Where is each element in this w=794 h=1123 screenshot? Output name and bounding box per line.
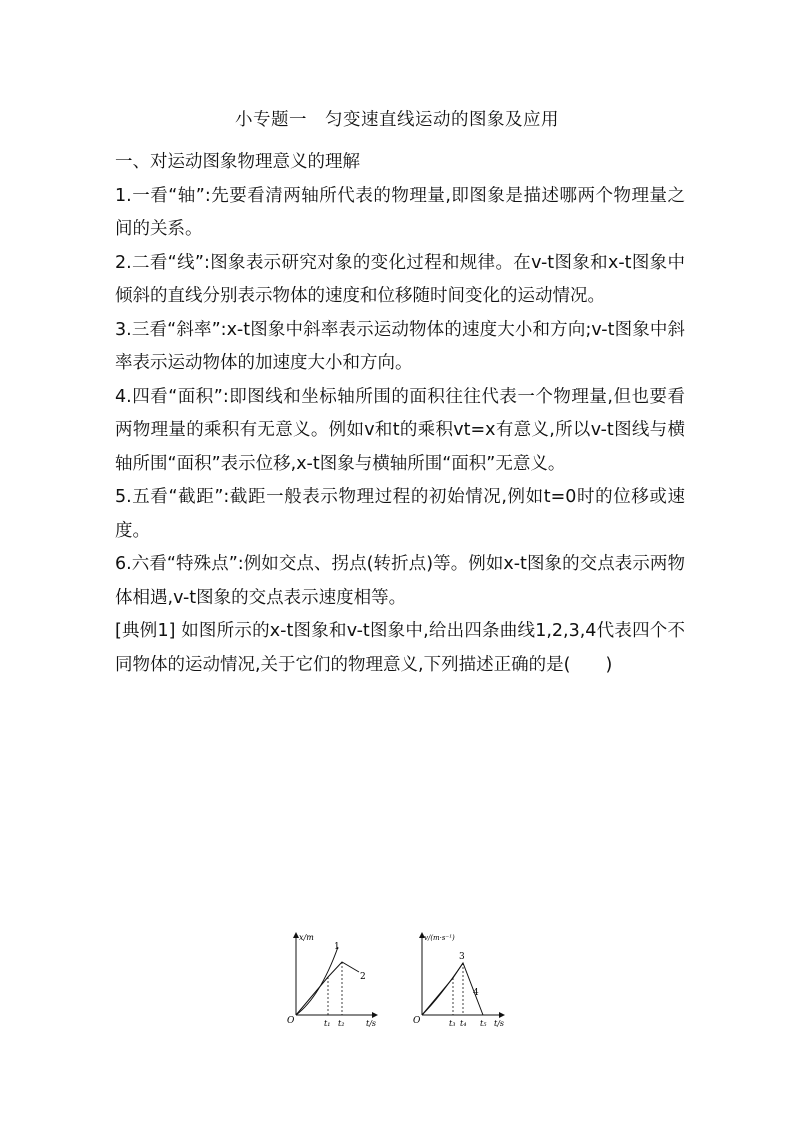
tick-t3: t₃ [449,1019,456,1028]
paragraph-line: 2.二看“线”:图象表示研究对象的变化过程和规律。在v-t图象和x-t图象中倾斜的直线分别表示物体的速度和位移随时间变化的运动情况。 [115,252,685,306]
xt-graph [287,933,376,1028]
tick-t5: t₅ [480,1019,487,1028]
tick-t2: t₂ [338,1019,345,1028]
xt-xlabel: t/s [366,1019,377,1028]
curve-1 [296,947,338,1015]
vt-origin: O [413,1016,421,1026]
paragraph-axis: 1.一看“轴”:先要看清两轴所代表的物理量,即图象是描述哪两个物理量之间的关系。 [115,185,685,239]
motion-graphs-figure [280,925,520,1035]
page-title: 小专题一 匀变速直线运动的图象及应用 [235,110,559,130]
vt-ylabel: v/(m·s⁻¹) [424,934,455,942]
example-question: [典例1] 如图所示的x-t图象和v-t图象中,给出四条曲线1,2,3,4代表四个不同物体的运动情况,关于它们的物理意义,下列描述正确的是( ) [115,621,685,675]
section-heading: 一、对运动图象物理意义的理解 [115,152,360,172]
vt-graph [413,934,504,1028]
curve-3-label: 3 [459,952,465,962]
tick-t1: t₁ [324,1019,331,1028]
curve-4-label: 4 [473,988,479,998]
document-body [115,146,685,682]
curve-2-label: 2 [360,972,366,982]
tick-t4: t₄ [460,1019,467,1028]
paragraph-special-points: 6.六看“特殊点”:例如交点、拐点(转折点)等。例如x-t图象的交点表示两物体相遇,v-t图象的交点表示速度相等。 [115,554,685,608]
paragraph-intercept: 5.五看“截距”:截距一般表示物理过程的初始情况,例如t=0时的位移或速度。 [115,487,685,541]
paragraph-area: 4.四看“面积”:即图线和坐标轴所围的面积往往代表一个物理量,但也要看两物理量的乘积有无意义。例如v和t的乘积vt=x有意义,所以v-t图线与横轴所围“面积”表示位移,x-t图象与横轴所围“面积”无意义。 [115,386,685,474]
paragraph-slope: 3.三看“斜率”:x-t图象中斜率表示运动物体的速度大小和方向;v-t图象中斜率表示运动物体的加速度大小和方向。 [115,319,685,373]
xt-origin: O [287,1016,295,1026]
curve-1-label: 1 [334,942,340,952]
vt-xlabel: t/s [494,1019,505,1028]
xt-ylabel: x/m [299,933,314,942]
